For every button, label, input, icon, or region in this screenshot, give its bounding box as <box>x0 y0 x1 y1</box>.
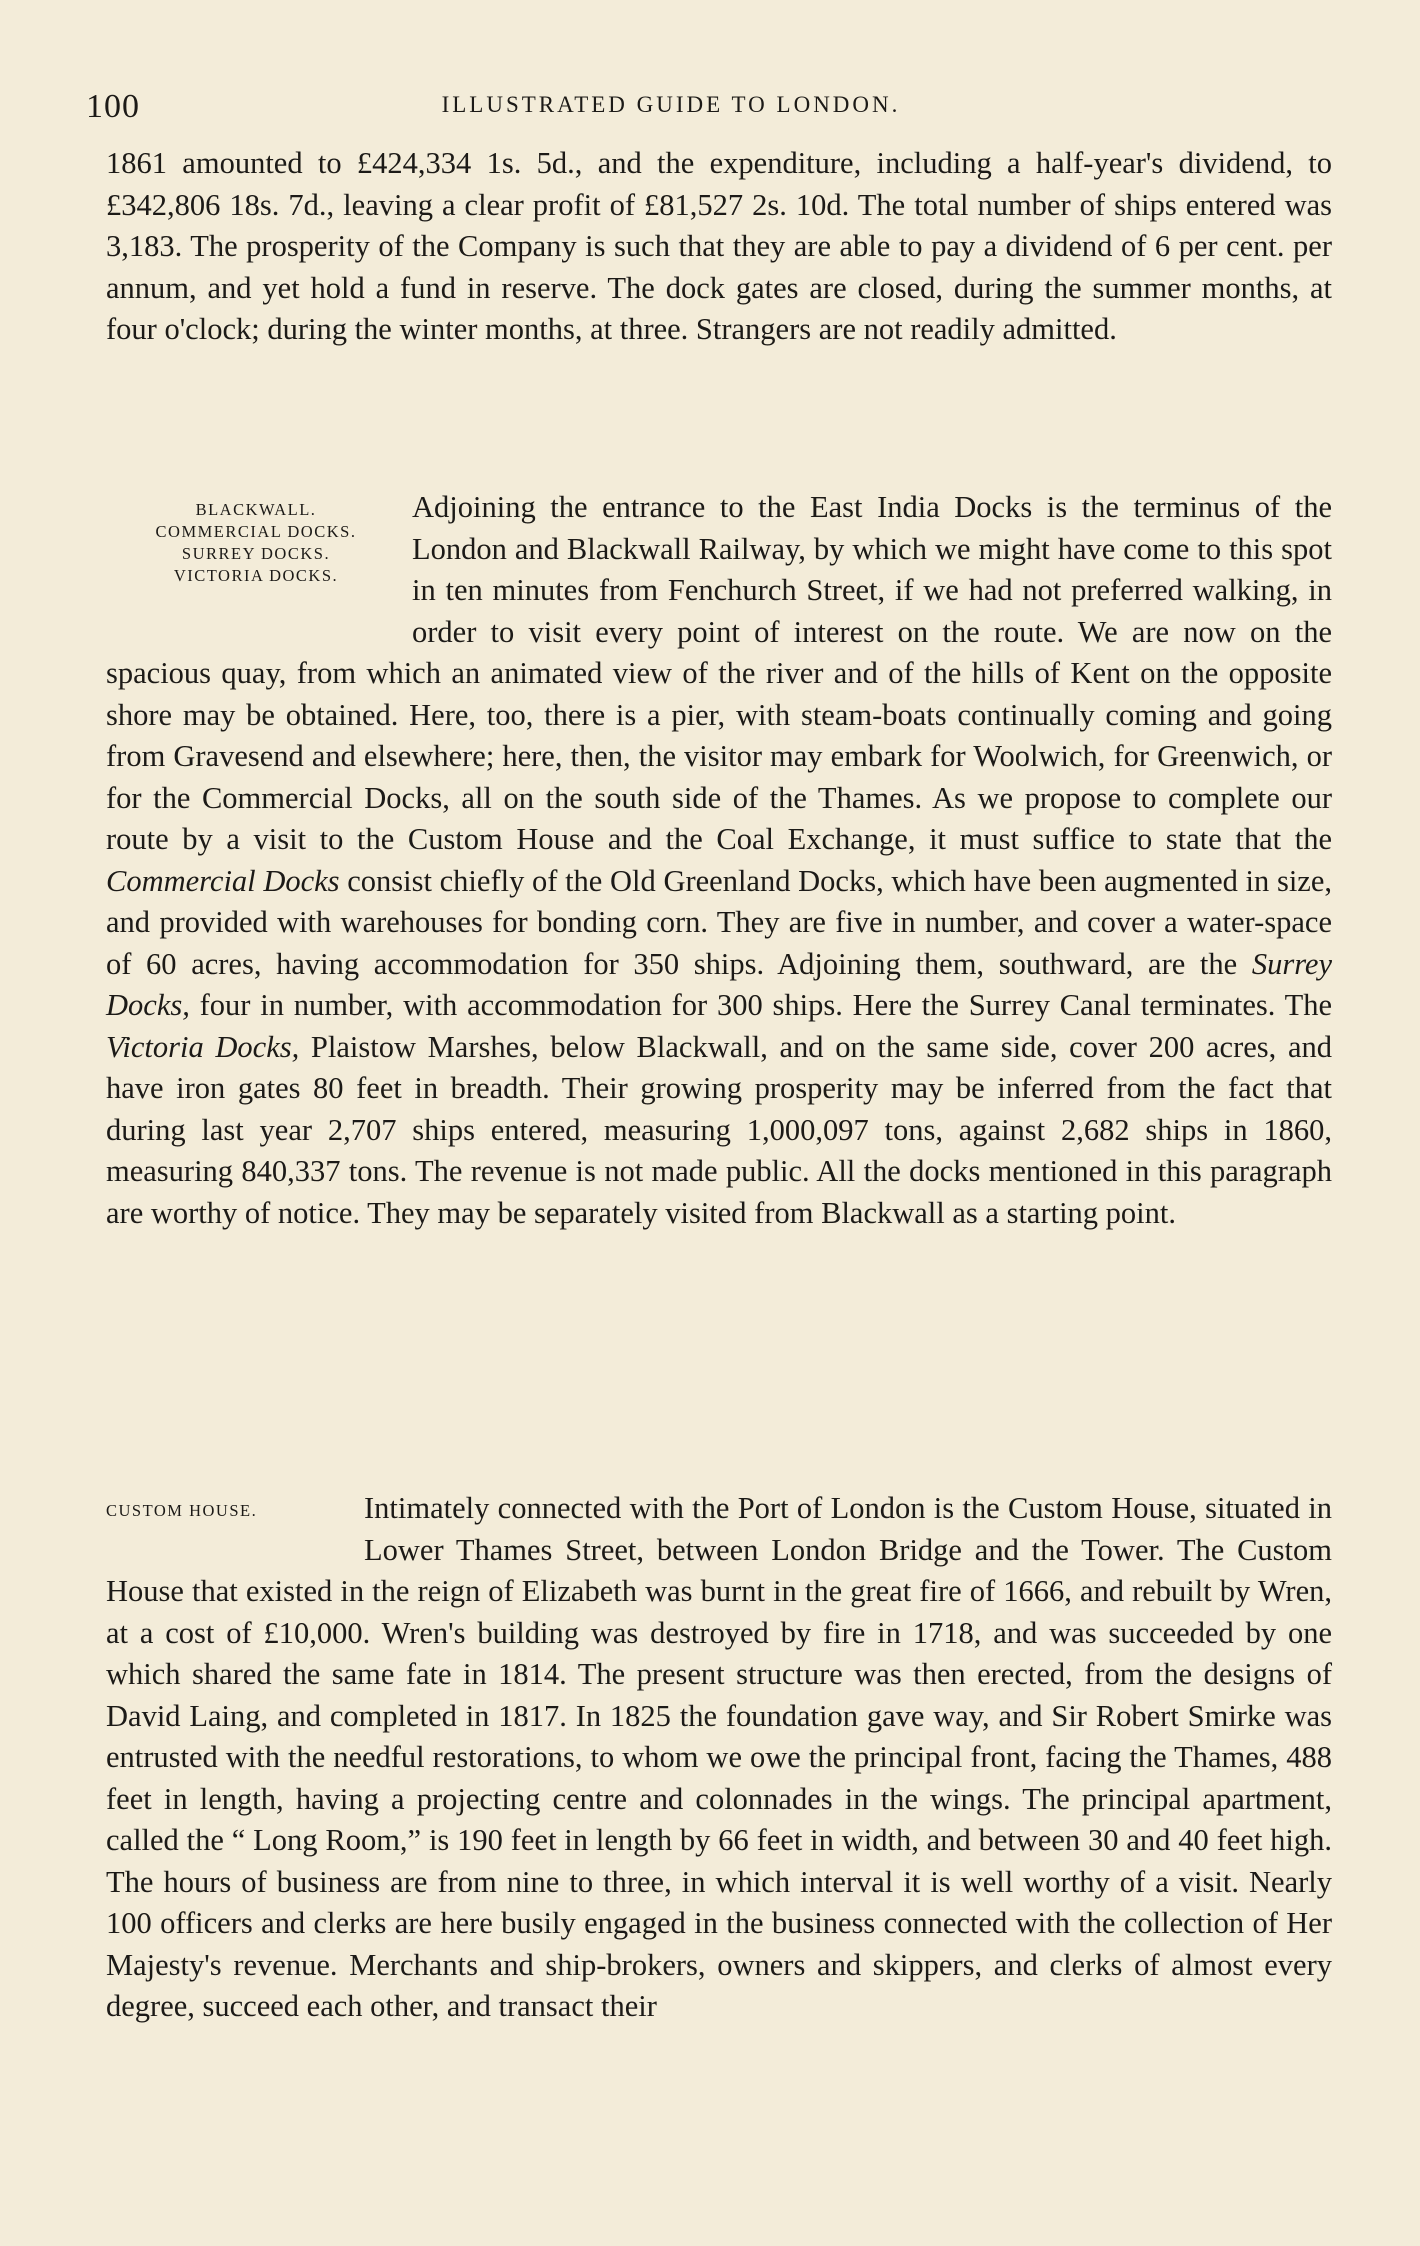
victoria-docks-italic: Victoria Docks, <box>106 1029 300 1064</box>
margin-note-victoria-docks: VICTORIA DOCKS. <box>173 566 339 585</box>
intro-paragraph-text: 1861 amounted to £424,334 1s. 5d., and the expenditure, including a half-year's dividend, to £342,806 18s. 7d., leaving a clear profit of £81,527 2s. 10d. The total number of ships entered was 3,183. The prosperity of the Company is such that they are able to pay a dividend of 6 per cent. per annum, and yet hold a fund in reserve. The dock gates are closed, during the summer months, at four o'clock; during the winter months, at three. Strangers are not readily admitted. <box>106 146 1332 346</box>
margin-note-surrey-docks: SURREY DOCKS. <box>181 544 331 563</box>
running-title: ILLUSTRATED GUIDE TO LONDON. <box>441 92 901 117</box>
intro-paragraph <box>106 143 1332 351</box>
custom-house-section <box>106 1488 1332 2028</box>
commercial-docks-italic: Commercial Docks <box>106 863 340 898</box>
custom-house-margin-note <box>106 1488 358 1562</box>
blackwall-text-3: four in number, with accommodation for 300 ships. Here the Surrey Canal terminates. The <box>199 988 1333 1022</box>
surrey-docks-italic: Surrey Docks, <box>106 946 1333 1022</box>
custom-house-paragraph: Intimately connected with the Port of London is the Custom House, situated in Lower Thames Street, between London Bridge and the Tower. The Custom House that existed in the reign of Elizabeth was burnt in the great fire of 1666, and rebuilt by Wren, at a cost of £10,000. Wren's building was destroyed by fire in 1718, and was succeeded by one which shared the same fate in 1814. The present structure was then erected, from the designs of David Laing, and completed in 1817. In 1825 the foundation gave way, and Sir Robert Smirke was entrusted with the needful restorations, to whom we owe the principal front, facing the Thames, 488 feet in length, having a projecting centre and colonnades in the wings. The principal apartment, called the “ Long Room,” is 190 feet in length by 66 feet in width, and between 30 and 40 feet high. The hours of business are from nine to three, in which interval it is well worthy of a visit. Nearly 100 officers and clerks are here busily engaged in the business connected with the collection of Her Majesty's revenue. Merchants and ship-brokers, owners and skippers, and clerks of almost every degree, succeed each other, and transact their <box>106 1491 1332 2023</box>
margin-note-commercial-docks: COMMERCIAL DOCKS. <box>155 522 357 541</box>
blackwall-text-2: consist chiefly of the Old Greenland Docks, which have been augmented in size, and provided with warehouses for bonding corn. They are five in number, and cover a water-space of 60 acres, having accommodation for 350 ships. Adjoining them, southward, are the <box>106 863 1333 981</box>
margin-note-blackwall: BLACKWALL. <box>195 500 317 519</box>
blackwall-margin-notes <box>106 487 406 647</box>
blackwall-text-1: Adjoining the entrance to the East India Docks is the terminus of the London and Blackwall Railway, by which we might have come to this spot in ten minutes from Fenchurch Street, if we had not preferred walking, in order to visit every point of interest on the route. We are now on the spacious quay, from which an animated view of the river and of the hills of Kent on the opposite shore may be obtained. Here, too, there is a pier, with steam-boats continually coming and going from Gravesend and elsewhere; here, then, the visitor may embark for Woolwich, for Greenwich, or for the Commercial Docks, all on the south side of the Thames. As we propose to complete our route by a visit to the Custom House and the Coal Exchange, it must suffice to state that the <box>106 490 1332 856</box>
blackwall-text-4: Plaistow Marshes, below Blackwall, and on the same side, cover 200 acres, and have iron gates 80 feet in breadth. Their growing prosperity may be inferred from the fact that during last year 2,707 ships entered, measuring 1,000,097 tons, against 2,682 ships in 1860, measuring 840,337 tons. The revenue is not made public. All the docks mentioned in this paragraph are worthy of notice. They may be separately visited from Blackwall as a starting point. <box>106 1029 1332 1230</box>
margin-note-custom-house: CUSTOM HOUSE. <box>106 1501 258 1520</box>
blackwall-section <box>106 487 1332 1234</box>
page-number: 100 <box>86 88 140 125</box>
page-header <box>86 80 1336 130</box>
